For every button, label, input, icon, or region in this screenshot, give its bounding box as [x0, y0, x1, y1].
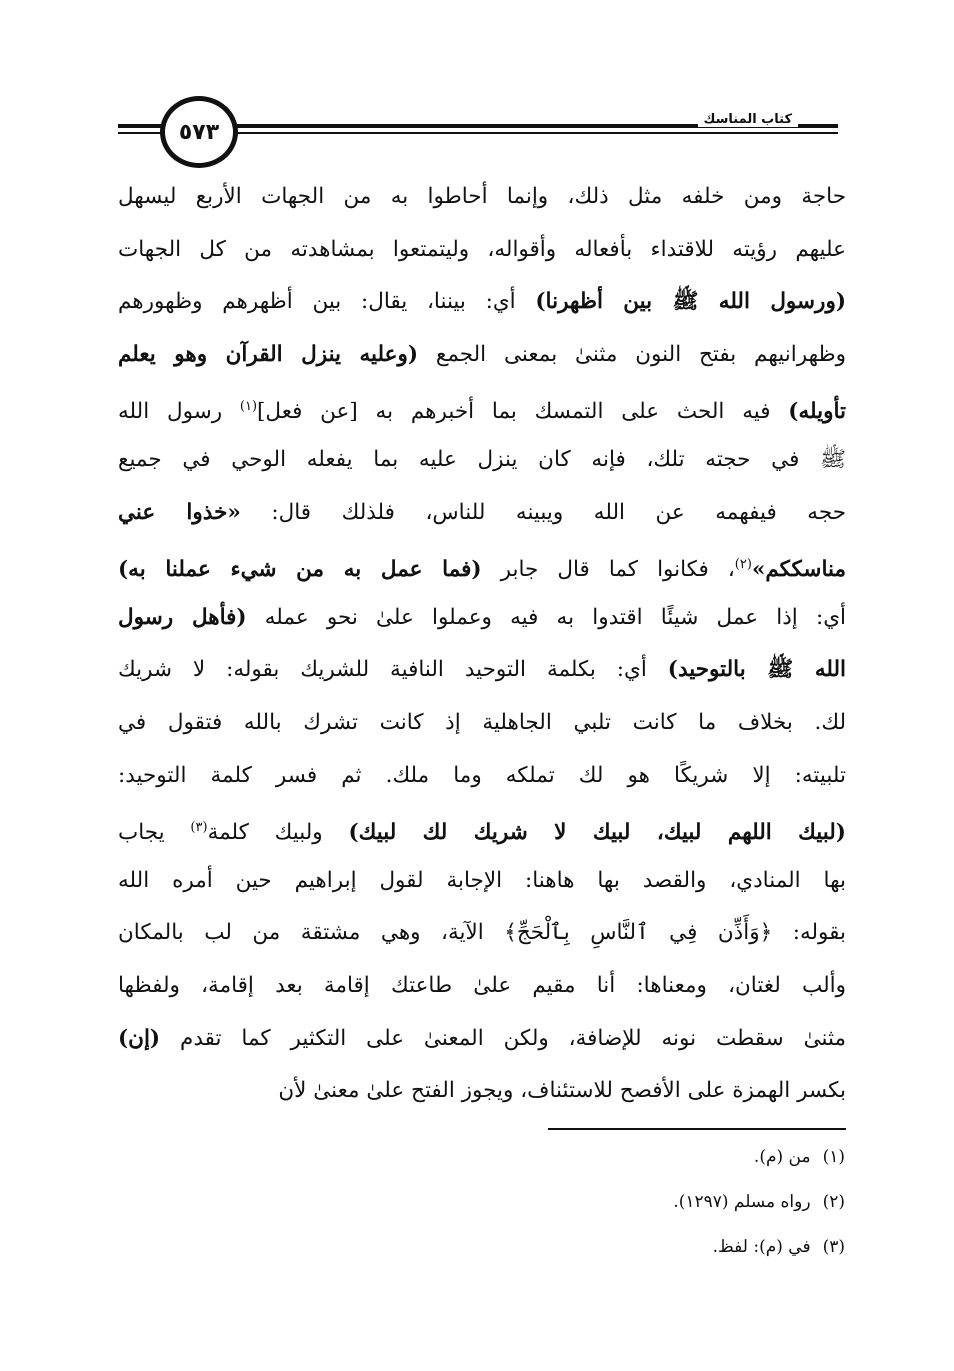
text-line [118, 381, 846, 434]
line-text: حاجة ومن خلفه مثل ذلك، وإنما أحاطوا به من الجهات الأربع ليسهل [118, 184, 846, 209]
line-text: رسول الله [118, 399, 240, 425]
quoted-text: «خذوا عني [118, 499, 241, 525]
quoted-text: (إن) [118, 1025, 161, 1051]
quoted-text: (فما عمل به من شيء عملنا به) [118, 557, 482, 583]
text-line [118, 802, 846, 855]
line-text: عليهم رؤيته للاقتداء بأفعاله وأقواله، وليتمتعوا بمشاهدته من كل الجهات [118, 236, 846, 262]
line-text: وظهرانيهم بفتح النون مثنىٰ بمعنى الجمع [418, 341, 846, 367]
text-line [118, 539, 846, 592]
quoted-text: (ورسول الله ﷺ بين أظهرنا) [535, 289, 846, 315]
line-text: ﷺ في حجته تلك، فإنه كان ينزل عليه بما يفعله الوحي في جميع [118, 446, 846, 472]
line-text: أي: بكلمة التوحيد النافية للشريك بقوله: لا شريك [118, 657, 668, 683]
text-line [118, 960, 846, 1013]
page-number: ٥٧٣ [160, 96, 238, 168]
text-line [118, 276, 846, 329]
line-text: تلبيته: إلا شريكًا هو لك تملكه وما ملك. ثم فسر كلمة التوحيد: [118, 762, 846, 788]
quoted-text: (لبيك اللهم لبيك، لبيك لا شريك لك لبيك) [348, 820, 846, 846]
main-text [118, 171, 846, 1118]
text-line [118, 855, 846, 908]
footnote-ref: (٣) [190, 820, 208, 836]
quoted-text: تأويله) [788, 399, 847, 425]
text-line [118, 1013, 846, 1066]
footnote-ref: (١) [239, 399, 258, 415]
line-text: حجه فيفهمه عن الله ويبينه للناس، فلذلك قال: [240, 499, 846, 525]
line-text: أي: بيننا، يقال: بين أظهرهم وظهورهم [118, 289, 536, 315]
footnote-number: (٢) [822, 1192, 845, 1212]
footnote-number: (١) [822, 1147, 845, 1167]
line-text: بكسر الهمزة على الأفصح للاستئناف، ويجوز الفتح علىٰ معنىٰ لأن [278, 1078, 846, 1104]
running-title: كتاب المناسك [698, 112, 798, 127]
text-line [118, 644, 846, 697]
text-line [118, 224, 846, 277]
footnote-separator [548, 1128, 846, 1130]
line-text: وألب لغتان، ومعناها: أنا مقيم علىٰ طاعتك إقامة بعد إقامة، ولفظها [118, 972, 846, 998]
footnote-number: (٣) [822, 1237, 845, 1257]
line-text: بها المنادي، والقصد بها هاهنا: الإجابة لقول إبراهيم حين أمره الله [118, 867, 846, 893]
footnote-ref: (٢) [734, 557, 752, 573]
text-line [118, 487, 846, 540]
footnote-text: في (م): لفظ. [712, 1237, 811, 1257]
line-text: ، فكانوا كما قال جابر [481, 557, 735, 583]
line-text: بقوله: ﴿وَأَذِّن فِي ٱلنَّاسِ بِٱلْحَجِّ﴾ الآية، وهي مشتقة من لب بالمكان [118, 920, 846, 946]
quoted-text: (وعليه ينزل القرآن وهو يعلم [118, 341, 419, 367]
text-line [118, 907, 846, 960]
line-text: فيه الحث على التمسك بما أخبرهم به [عن فعل] [257, 399, 789, 425]
line-text: لك. بخلاف ما كانت تلبي الجاهلية إذ كانت تشرك بالله فتقول في [118, 709, 846, 735]
quoted-text: مناسككم» [751, 557, 846, 583]
footnote-text: رواه مسلم (١٢٩٧). [673, 1192, 811, 1212]
quoted-text: (فأهل رسول [118, 604, 247, 630]
text-line [118, 697, 846, 750]
text-line [118, 171, 846, 224]
line-text: يجاب [118, 820, 191, 846]
footnote [500, 1180, 845, 1225]
line-text: أي: إذا عمل شيئًا اقتدوا به فيه وعملوا علىٰ نحو عمله [246, 604, 847, 630]
text-line [118, 750, 846, 803]
quoted-text: الله ﷺ بالتوحيد) [667, 657, 846, 683]
line-text: مثنىٰ سقطت نونه للإضافة، ولكن المعنىٰ على التكثير كما تقدم [160, 1025, 846, 1051]
page-header [118, 92, 838, 172]
footnote [500, 1135, 845, 1180]
footnote-text: من (م). [753, 1147, 811, 1167]
text-line [118, 592, 846, 645]
footnote [500, 1225, 845, 1270]
line-text: ولبيك كلمة [207, 820, 349, 846]
text-line [118, 1065, 846, 1118]
text-line [118, 329, 846, 382]
footnotes [500, 1135, 845, 1270]
text-line [118, 434, 846, 487]
